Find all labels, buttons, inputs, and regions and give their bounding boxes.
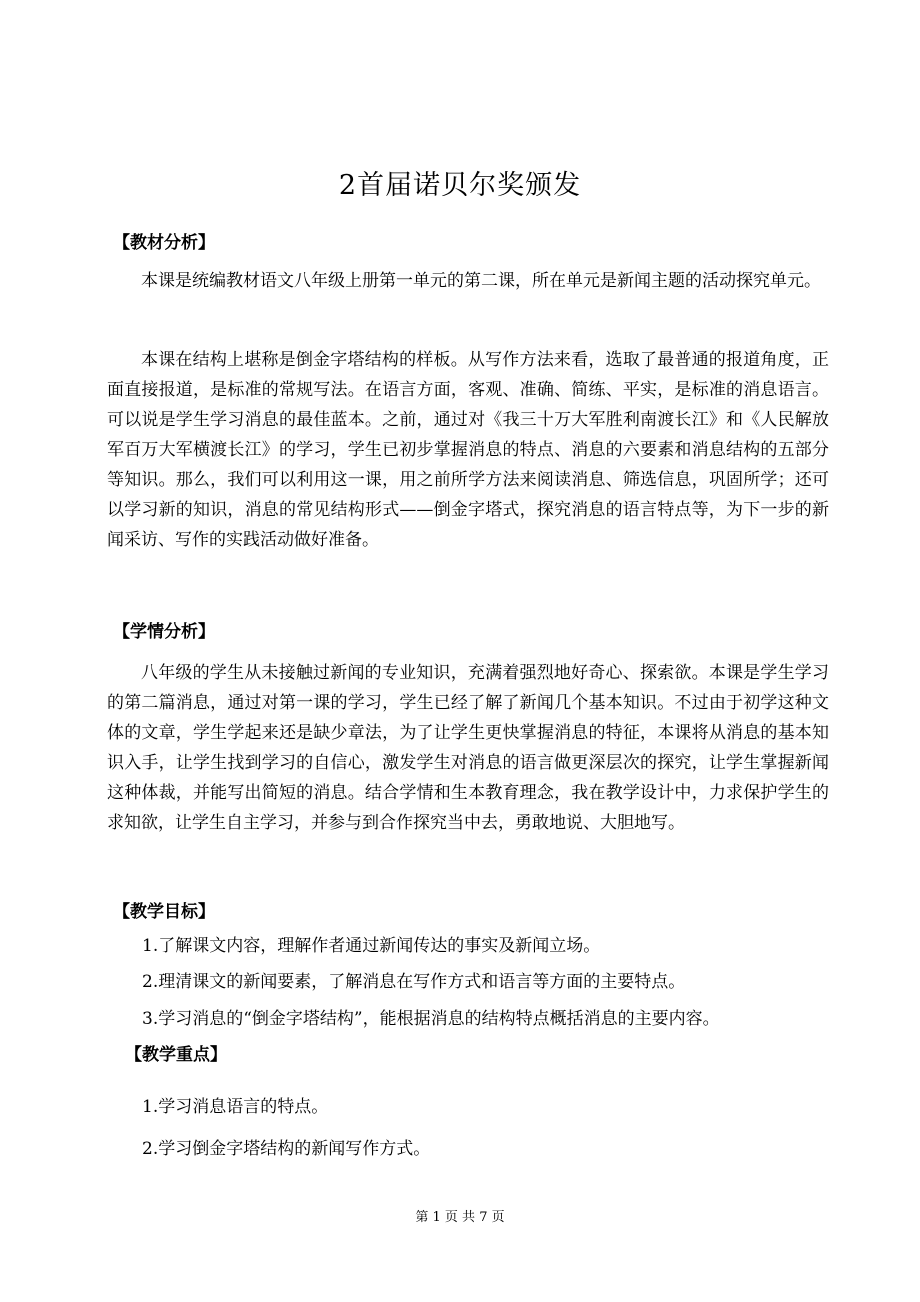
teaching-goal-item: 1.了解课文内容，理解作者通过新闻传达的事实及新闻立场。 — [142, 936, 601, 956]
section-heading-teaching-focus: 【教学重点】 — [125, 1045, 227, 1065]
paragraph-material-analysis-2: 本课在结构上堪称是倒金字塔结构的样板。从写作方法来看，选取了最普通的报道角度，正面直接报道，是标准的常规写法。在语言方面，客观、准确、简练、平实，是标准的消息语言。可以说是学生学习消息的最佳蓝本。之前，通过对《我三十万大军胜利南渡长江》和《人民解放军百万大军横渡长江》的学习，学生已初步掌握消息的特点、消息的六要素和消息结构的五部分等知识。那么，我们可以利用这一课，用之前所学方法来阅读消息、筛选信息，巩固所学；还可以学习新的知识，消息的常见结构形式——倒金字塔式，探究消息的语言特点等，为下一步的新闻采访、写作的实践活动做好准备。 — [107, 350, 829, 550]
section-heading-material-analysis: 【教材分析】 — [113, 233, 215, 253]
document-title: 2首届诺贝尔奖颁发 — [338, 170, 582, 202]
teaching-focus-item: 1.学习消息语言的特点。 — [142, 1097, 329, 1117]
teaching-goal-item: 2.理清课文的新闻要素，了解消息在写作方式和语言等方面的主要特点。 — [142, 972, 686, 992]
section-heading-student-analysis: 【学情分析】 — [113, 622, 215, 642]
paragraph-student-analysis-1: 八年级的学生从未接触过新闻的专业知识，充满着强烈地好奇心、探索欲。本课是学生学习的第二篇消息，通过对第一课的学习，学生已经了解了新闻几个基本知识。不过由于初学这种文体的文章，学生学起来还是缺少章法，为了让学生更快掌握消息的特征，本课将从消息的基本知识入手，让学生找到学习的自信心，激发学生对消息的语言做更深层次的探究，让学生掌握新闻这种体裁，并能写出简短的消息。结合学情和生本教育理念，我在教学设计中，力求保护学生的求知欲，让学生自主学习，并参与到合作探究当中去，勇敢地说、大胆地写。 — [107, 663, 829, 833]
paragraph-material-analysis-1: 本课是统编教材语文八年级上册第一单元的第二课，所在单元是新闻主题的活动探究单元。 — [141, 271, 821, 291]
section-heading-teaching-goals: 【教学目标】 — [113, 902, 215, 922]
teaching-focus-item: 2.学习倒金字塔结构的新闻写作方式。 — [142, 1139, 431, 1159]
page-footer: 第 1 页 共 7 页 — [415, 1210, 505, 1225]
teaching-goal-item: 3.学习消息的“倒金字塔结构”，能根据消息的结构特点概括消息的主要内容。 — [142, 1009, 720, 1029]
